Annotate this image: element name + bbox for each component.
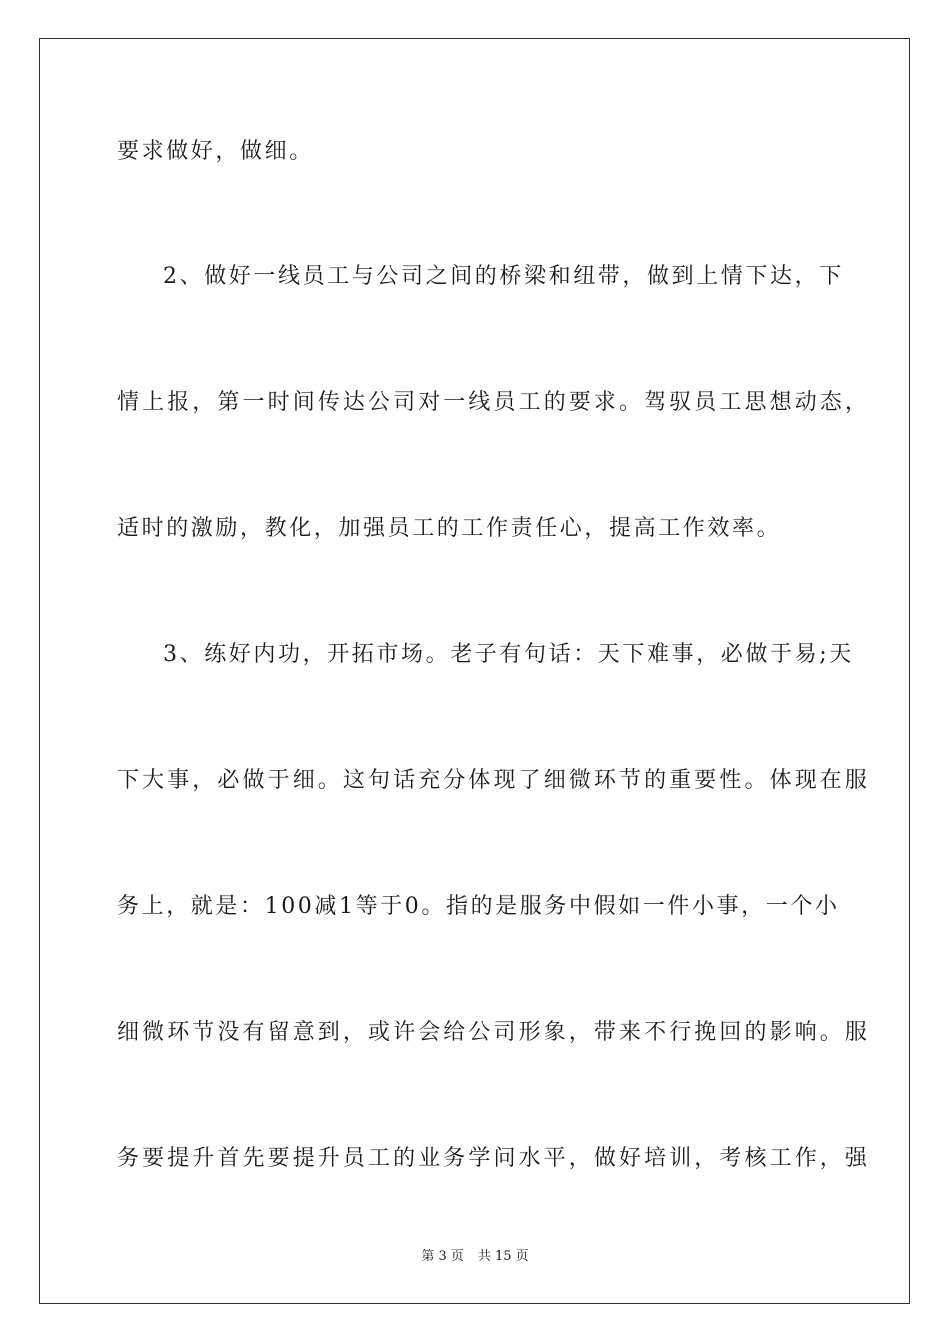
text-line: 下大事，必做于细。这句话充分体现了细微环节的重要性。体现在服 — [117, 768, 871, 793]
text-line: 要求做好，做细。 — [117, 139, 314, 164]
text-line: 适时的激励，教化，加强员工的工作责任心，提高工作效率。 — [117, 516, 782, 541]
text-line: 细微环节没有留意到，或许会给公司形象，带来不行挽回的影响。服 — [117, 1020, 871, 1045]
text-line: 务上，就是：100减1等于0。指的是服务中假如一件小事，一个小 — [117, 894, 840, 919]
page-footer — [0, 1248, 950, 1266]
paragraph-2-first-line: 2、做好一线员工与公司之间的桥梁和纽带，做到上情下达，下 — [163, 264, 844, 289]
paragraph-3-first-line: 3、练好内功，开拓市场。老子有句话：天下难事，必做于易;天 — [163, 642, 854, 667]
page-total: 共 15 页 — [477, 1249, 529, 1264]
page-border — [39, 38, 910, 1304]
text-line: 务要提升首先要提升员工的业务学问水平，做好培训，考核工作，强 — [117, 1146, 871, 1171]
page-number: 第 3 页 — [421, 1249, 464, 1264]
text-line: 情上报，第一时间传达公司对一线员工的要求。驾驭员工思想动态， — [117, 390, 871, 415]
